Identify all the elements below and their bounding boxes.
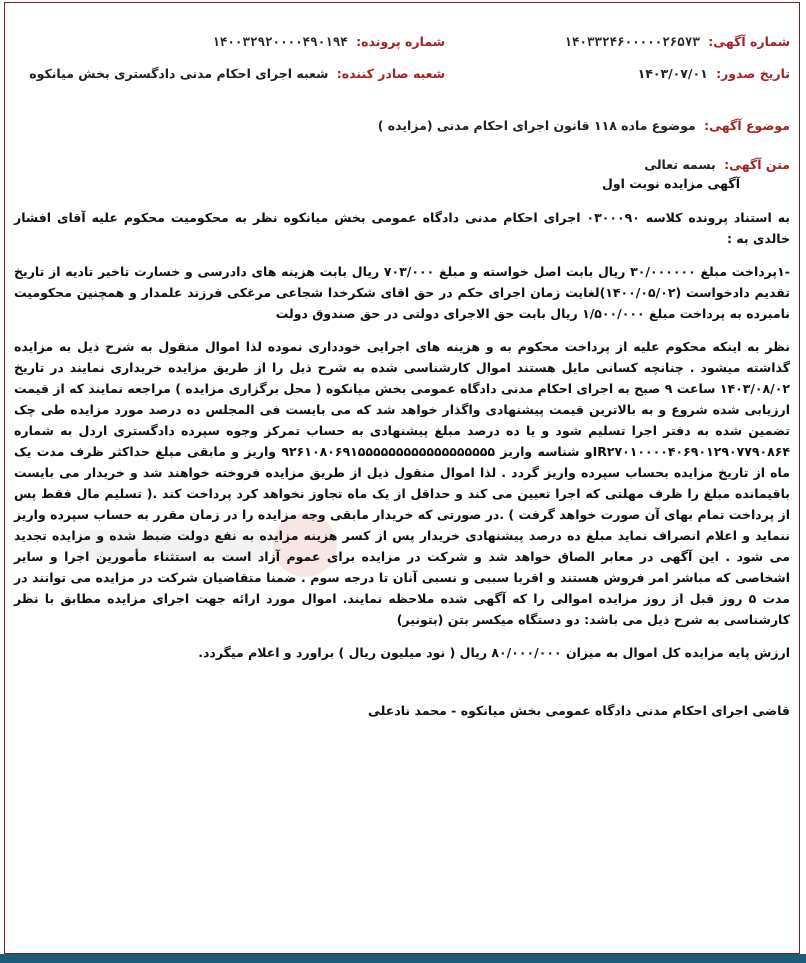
subject-label: موضوع آگهی: (704, 118, 790, 133)
issuer (29, 66, 445, 81)
header-row-1 (14, 10, 790, 56)
case-number (212, 34, 445, 49)
subject-row (14, 118, 790, 133)
issue-date-label: تاریخ صدور: (716, 66, 790, 81)
notice-number-label: شماره آگهی: (708, 34, 790, 49)
body-paragraph-2: -۱پرداخت مبلغ ۳۰/۰۰۰۰۰۰ ریال بابت اصل خواسته و مبلغ ۷۰۳/۰۰۰ ریال بابت هزینه های دادرسی و خسارت تاخیر تادیه از تاریخ تقدیم دادخواست (۱۴۰۰/۰۵/۰۲)لغایت زمان اجرای حکم در حق اقای شکرخدا شجاعی مرغکی فرزند علمدار و همچنین محکومیت نامبرده به پرداخت مبلغ ۱/۵۰۰/۰۰۰ ریال بابت حق الاجرای دولتی در حق صندوق دولت (14, 264, 790, 321)
body-paragraph-1: به استناد پرونده کلاسه ۰۳۰۰۰۹۰ اجرای احکام مدنی دادگاه عمومی بخش میانکوه نظر به محکومیت محکوم علیه آقای افشار خالدی به : (14, 210, 790, 246)
notice-document (14, 10, 790, 718)
notice-number-value: ۱۴۰۳۳۲۴۶۰۰۰۰۰۲۶۵۷۳ (564, 34, 700, 49)
text-section-line1: بسمه تعالی (644, 157, 716, 172)
text-section (14, 157, 790, 191)
case-number-value: ۱۴۰۰۳۲۹۲۰۰۰۰۴۹۰۱۹۴ (212, 34, 348, 49)
text-section-label: متن آگهی: (724, 157, 790, 172)
body-paragraph-4: ارزش پایه مزایده کل اموال به میزان ۸۰/۰۰۰/۰۰۰ ریال ( نود میلیون ریال ) براورد و اعلام میگردد. (198, 645, 790, 660)
body-paragraph-3: نظر به اینکه محکوم علیه از پرداخت محکوم به و هزینه های اجرایی خودداری نموده لذا اموال منقول به شرح ذیل به مزایده گذاشته میشود . چنانچه کسانی مایل هستند اموال کارشناسی شده به شرح ذیل را از طریق مزایده خریداری نمایند در تاریخ ۱۴۰۳/۰۸/۰۲ ساعت ۹ صبح به اجرای احکام مدنی دادگاه عمومی بخش میانکوه ( محل برگزاری مزایده ) مراجعه نمایند که از قیمت ارزیابی شده شروع و به بالاترین قیمت پیشنهادی واگذار خواهد شد که می بایست فی المجلس ده درصد مورد مزایده طی چک تضمین شده به دفتر اجرا تسلیم شود و یا ده درصد مبلغ پیشنهادی به حساب تمرکز وجوه سپرده دادگستری اردل به شماره IR۲۷۰۱۰۰۰۰۴۰۶۹۰۱۲۹۰۷۷۹۰۸۶۴و شناسه واریز ۹۲۶۱۰۸۰۶۹۱۵۵۵۵۵۵۵۵۵۵۵۵۵۵۵۵۵۵ واریز و مابقی مبلغ حداکثر ظرف مدت یک ماه از تاریخ مزایده بحساب سپرده واریز گردد . لذا اموال منقول ذیل از طریق مزایده فروخته خواهند شد و خریدار می بایست باقیمانده مبلغ را ظرف مهلتی که اجرا تعیین می کند و حداقل از یک ماه تجاوز نخواهد کرد پرداخت کند .( تسلیم مال فقط پس از پرداخت تمام بهای آن صورت خواهد گرفت ) .در صورتی که خریدار مابقی وجه مزایده را در زمان مقرر به حساب سپرده واریز ننماید و اعلام انصراف نماید مبلغ ده درصد پیشنهادی خریدار پس از کسر هزینه مزایده به نفع دولت ضبط شده و مزایده تجدید می شود . این آگهی در معابر الصاق خواهد شد و شرکت در مزایده برای عموم آزاد است به استثناء مأمورین اجرا و سایر اشخاصی که مباشر امر فروش هستند و اقربا سببی و نسبی آنان تا درجه سوم . ضمنا متقاضیان شرکت در مزایده می توانند در مدت ۵ روز قبل از روز مزایده اموالی را که آگهی شده ملاحظه نمایند. اموال مورد ارائه جهت اجرای مزایده مطابق با نظر کارشناسی به شرح ذیل می باشد: دو دستگاه میکسر بتن (بتونیر) (14, 339, 790, 627)
issuer-label: شعبه صادر کننده: (336, 66, 445, 81)
issue-date-value: ۱۴۰۳/۰۷/۰۱ (637, 66, 708, 81)
bottom-bar (0, 954, 806, 963)
issue-date (638, 66, 790, 81)
notice-number (564, 34, 790, 49)
subject-value: موضوع ماده ۱۱۸ قانون اجرای احکام مدنی (مزایده ) (377, 118, 696, 133)
case-number-label: شماره پرونده: (356, 34, 445, 49)
issuer-value: شعبه اجرای احکام مدنی دادگستری بخش میانکوه (29, 66, 329, 81)
judge-signature: قاضی اجرای احکام مدنی دادگاه عمومی بخش میانکوه - محمد نادعلی (368, 703, 790, 718)
header-row-2 (14, 56, 790, 96)
body-content (14, 207, 790, 663)
text-section-line2: آگهی مزایده نوبت اول (602, 176, 740, 191)
